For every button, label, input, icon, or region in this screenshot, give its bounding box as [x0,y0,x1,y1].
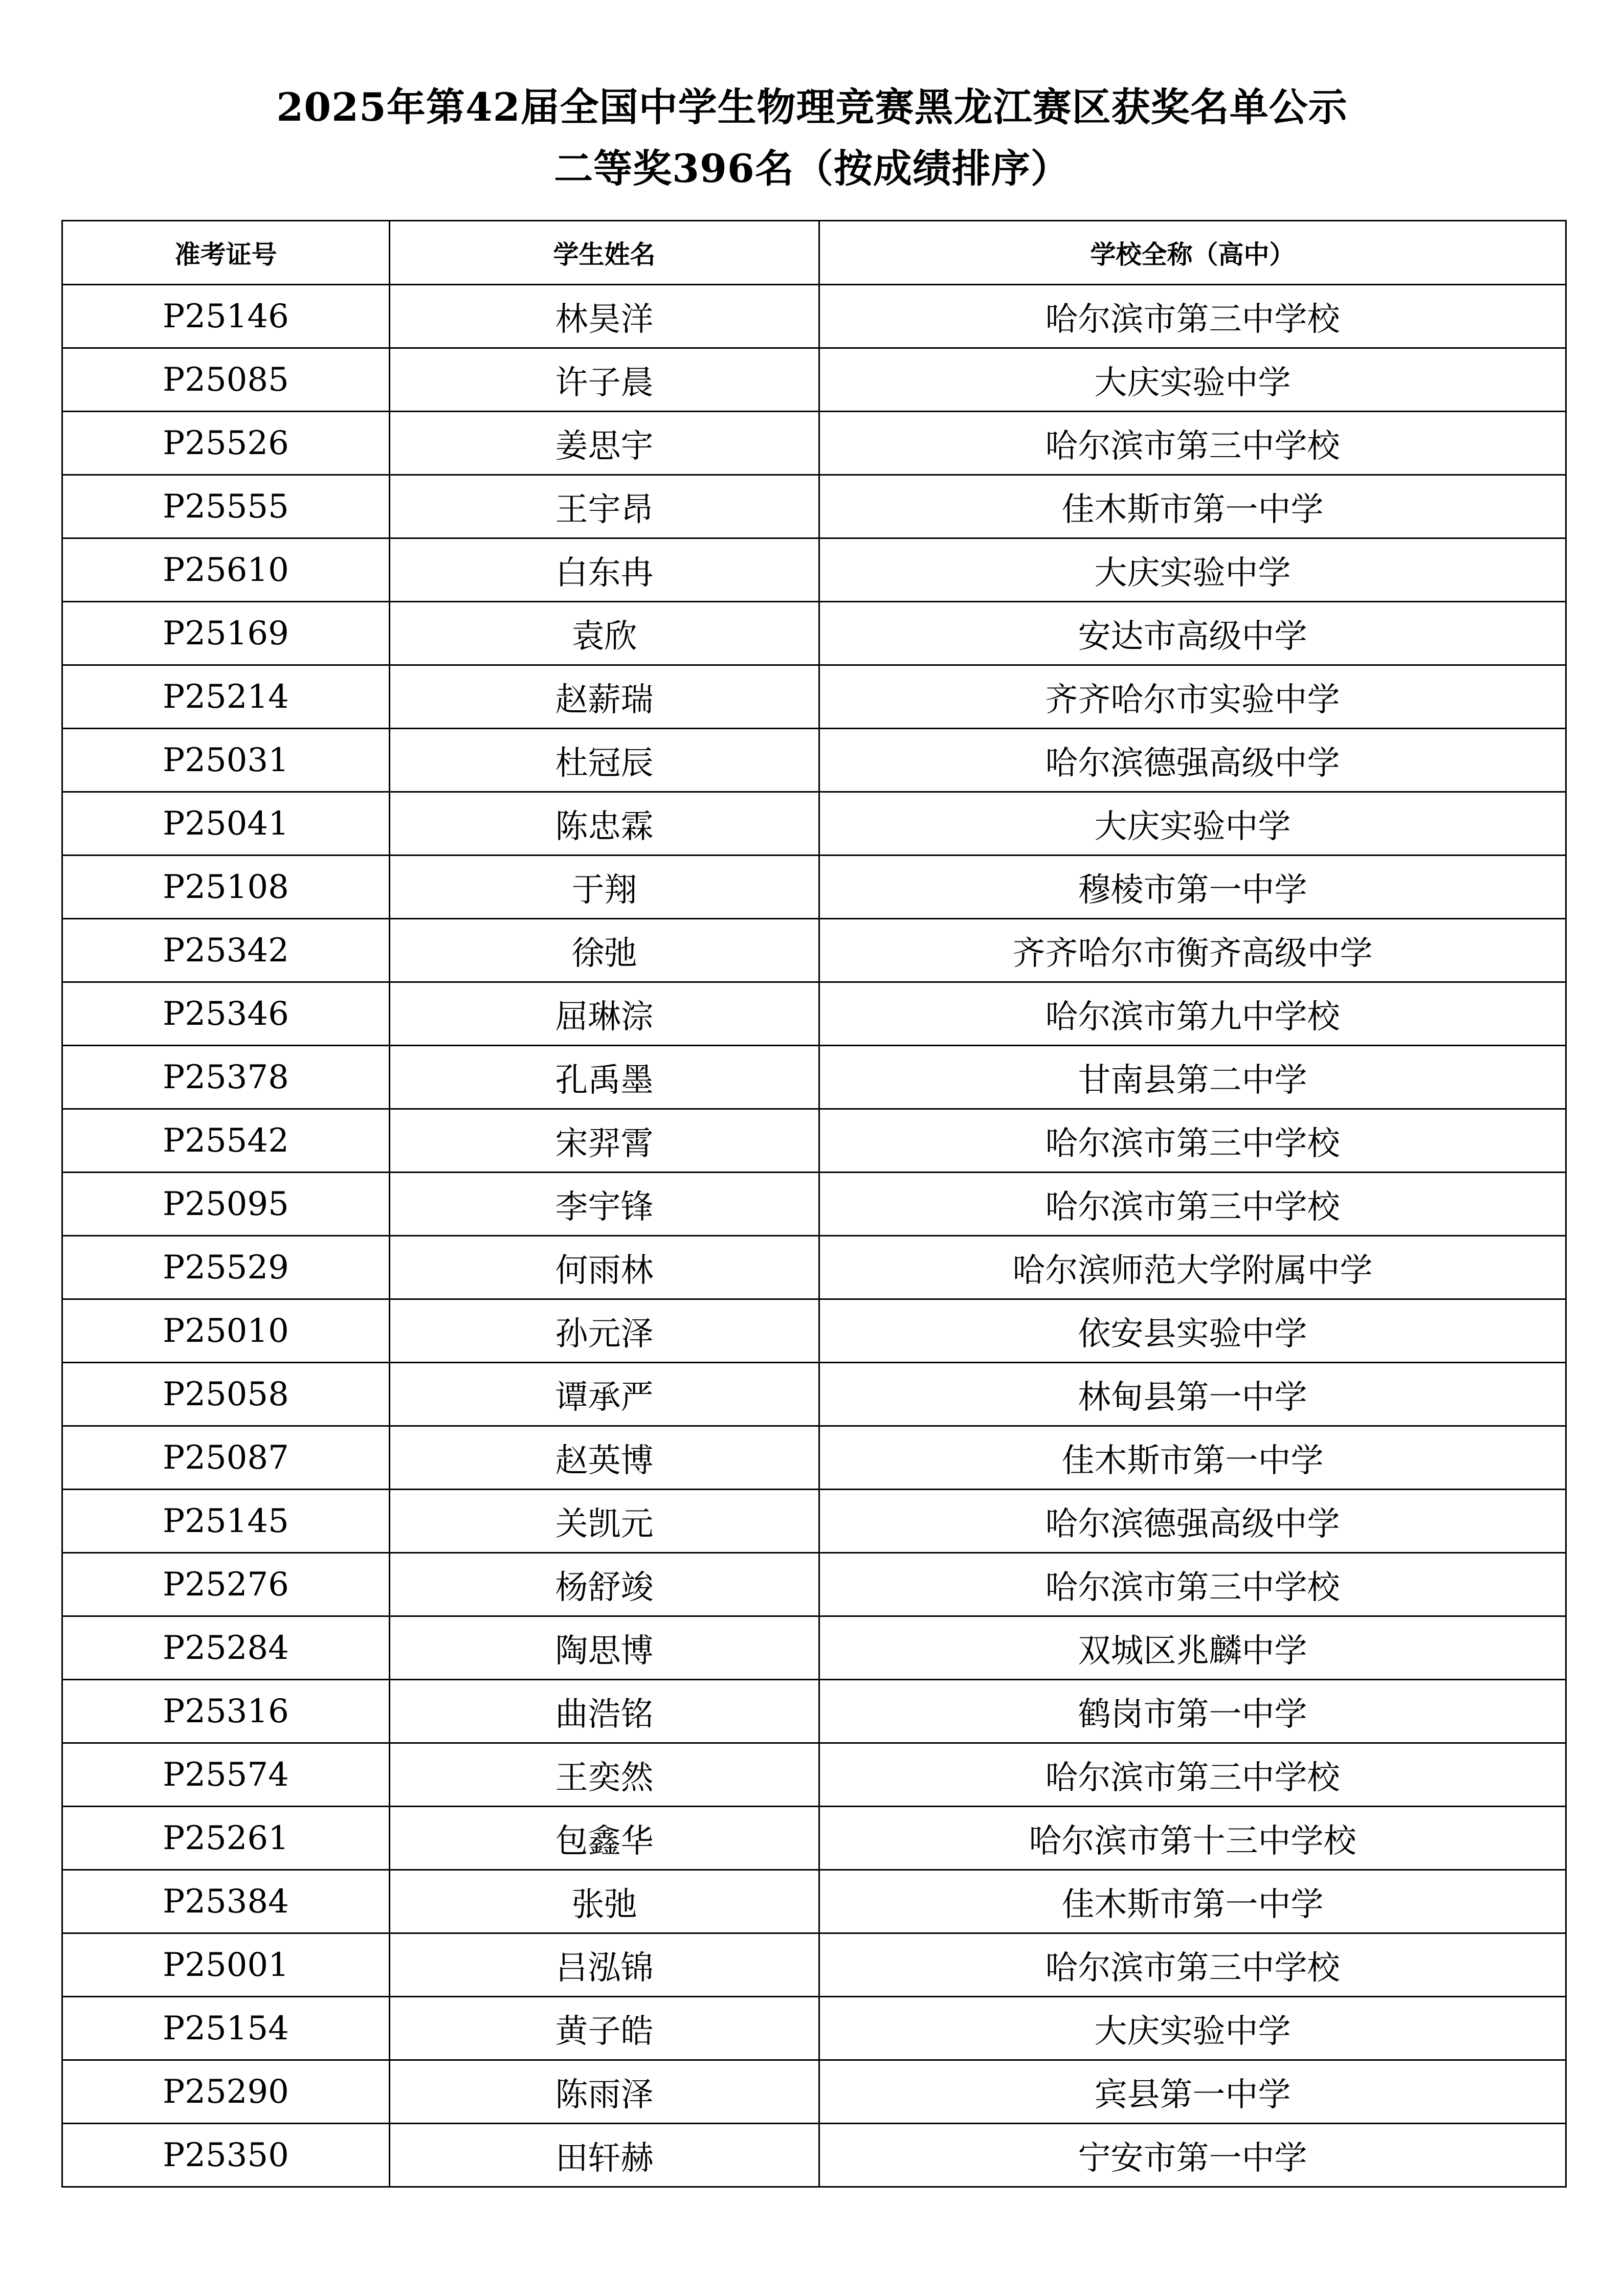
table-row [62,1680,1566,1743]
school-name-cell: 佳木斯市第一中学 [819,1426,1566,1490]
title-line-2: 二等奖396名（按成绩排序） [554,146,1070,191]
table-row [62,1997,1566,2060]
exam-id-cell: P25169 [62,602,390,665]
exam-id-cell: P25058 [62,1363,390,1426]
school-name-cell: 哈尔滨德强高级中学 [819,729,1566,792]
table-row [62,1236,1566,1299]
exam-id-cell: P25010 [62,1299,390,1363]
student-name-cell: 陈忠霖 [390,792,819,856]
student-name-cell: 赵英博 [390,1426,819,1490]
school-name-cell: 哈尔滨市第三中学校 [819,412,1566,475]
school-name-cell: 宁安市第一中学 [819,2124,1566,2187]
school-name-cell: 哈尔滨市第三中学校 [819,1743,1566,1807]
table-row [62,1173,1566,1236]
table-row [62,982,1566,1046]
school-name-cell: 大庆实验中学 [819,1997,1566,2060]
exam-id-cell: P25276 [62,1553,390,1616]
table-row [62,412,1566,475]
exam-id-cell: P25284 [62,1616,390,1680]
school-name-cell: 哈尔滨市第三中学校 [819,1109,1566,1173]
student-name-cell: 于翔 [390,856,819,919]
school-name-cell: 甘南县第二中学 [819,1046,1566,1109]
header-school-name: 学校全称（高中） [819,221,1566,285]
table-row [62,2060,1566,2124]
student-name-cell: 杨舒竣 [390,1553,819,1616]
exam-id-cell: P25610 [62,538,390,602]
student-name-cell: 陶思博 [390,1616,819,1680]
student-name-cell: 王奕然 [390,1743,819,1807]
exam-id-cell: P25087 [62,1426,390,1490]
student-name-cell: 杜冠辰 [390,729,819,792]
school-name-cell: 齐齐哈尔市衡齐高级中学 [819,919,1566,982]
school-name-cell: 哈尔滨市第三中学校 [819,1553,1566,1616]
table-row [62,1109,1566,1173]
table-row [62,1426,1566,1490]
table-row [62,1870,1566,1933]
table-row [62,1046,1566,1109]
exam-id-cell: P25154 [62,1997,390,2060]
student-name-cell: 许子晨 [390,348,819,412]
school-name-cell: 哈尔滨市第九中学校 [819,982,1566,1046]
header-student-name: 学生姓名 [390,221,819,285]
exam-id-cell: P25350 [62,2124,390,2187]
student-name-cell: 谭承严 [390,1363,819,1426]
exam-id-cell: P25145 [62,1490,390,1553]
student-name-cell: 王宇昂 [390,475,819,538]
school-name-cell: 大庆实验中学 [819,348,1566,412]
table-row [62,919,1566,982]
table-row [62,1616,1566,1680]
award-table [61,220,1567,2188]
table-row [62,1743,1566,1807]
school-name-cell: 大庆实验中学 [819,792,1566,856]
table-row [62,856,1566,919]
exam-id-cell: P25384 [62,1870,390,1933]
student-name-cell: 赵薪瑞 [390,665,819,729]
school-name-cell: 哈尔滨市第三中学校 [819,1173,1566,1236]
student-name-cell: 袁欣 [390,602,819,665]
student-name-cell: 白东冉 [390,538,819,602]
exam-id-cell: P25378 [62,1046,390,1109]
school-name-cell: 哈尔滨德强高级中学 [819,1490,1566,1553]
school-name-cell: 佳木斯市第一中学 [819,1870,1566,1933]
school-name-cell: 双城区兆麟中学 [819,1616,1566,1680]
table-row [62,538,1566,602]
student-name-cell: 张弛 [390,1870,819,1933]
exam-id-cell: P25555 [62,475,390,538]
exam-id-cell: P25108 [62,856,390,919]
exam-id-cell: P25095 [62,1173,390,1236]
table-row [62,1363,1566,1426]
table-row [62,1553,1566,1616]
exam-id-cell: P25290 [62,2060,390,2124]
exam-id-cell: P25041 [62,792,390,856]
student-name-cell: 宋羿霄 [390,1109,819,1173]
school-name-cell: 宾县第一中学 [819,2060,1566,2124]
student-name-cell: 徐弛 [390,919,819,982]
exam-id-cell: P25001 [62,1933,390,1997]
exam-id-cell: P25542 [62,1109,390,1173]
table-row [62,729,1566,792]
exam-id-cell: P25261 [62,1807,390,1870]
table-row [62,665,1566,729]
table-body [62,285,1566,2187]
exam-id-cell: P25031 [62,729,390,792]
student-name-cell: 田轩赫 [390,2124,819,2187]
school-name-cell: 哈尔滨市第三中学校 [819,285,1566,348]
school-name-cell: 鹤岗市第一中学 [819,1680,1566,1743]
exam-id-cell: P25085 [62,348,390,412]
school-name-cell: 安达市高级中学 [819,602,1566,665]
exam-id-cell: P25316 [62,1680,390,1743]
school-name-cell: 大庆实验中学 [819,538,1566,602]
student-name-cell: 孙元泽 [390,1299,819,1363]
school-name-cell: 齐齐哈尔市实验中学 [819,665,1566,729]
table-row [62,1933,1566,1997]
student-name-cell: 林昊洋 [390,285,819,348]
header-exam-id: 准考证号 [62,221,390,285]
student-name-cell: 包鑫华 [390,1807,819,1870]
student-name-cell: 曲浩铭 [390,1680,819,1743]
student-name-cell: 吕泓锦 [390,1933,819,1997]
title-line-1: 2025年第42届全国中学生物理竞赛黑龙江赛区获奖名单公示 [276,84,1348,130]
school-name-cell: 哈尔滨市第三中学校 [819,1933,1566,1997]
table-row [62,1299,1566,1363]
student-name-cell: 姜思宇 [390,412,819,475]
table-row [62,1490,1566,1553]
student-name-cell: 陈雨泽 [390,2060,819,2124]
table-header-row [62,221,1566,285]
table-row [62,348,1566,412]
table-row [62,285,1566,348]
table-row [62,1807,1566,1870]
school-name-cell: 哈尔滨市第十三中学校 [819,1807,1566,1870]
table-row [62,2124,1566,2187]
exam-id-cell: P25214 [62,665,390,729]
exam-id-cell: P25574 [62,1743,390,1807]
table-row [62,475,1566,538]
exam-id-cell: P25146 [62,285,390,348]
school-name-cell: 佳木斯市第一中学 [819,475,1566,538]
school-name-cell: 哈尔滨师范大学附属中学 [819,1236,1566,1299]
school-name-cell: 林甸县第一中学 [819,1363,1566,1426]
student-name-cell: 关凯元 [390,1490,819,1553]
school-name-cell: 穆棱市第一中学 [819,856,1566,919]
exam-id-cell: P25529 [62,1236,390,1299]
exam-id-cell: P25342 [62,919,390,982]
table-row [62,602,1566,665]
student-name-cell: 李宇锋 [390,1173,819,1236]
student-name-cell: 孔禹墨 [390,1046,819,1109]
exam-id-cell: P25346 [62,982,390,1046]
document-title [0,77,1624,199]
student-name-cell: 黄子皓 [390,1997,819,2060]
exam-id-cell: P25526 [62,412,390,475]
student-name-cell: 何雨林 [390,1236,819,1299]
table-row [62,792,1566,856]
school-name-cell: 依安县实验中学 [819,1299,1566,1363]
student-name-cell: 屈琳淙 [390,982,819,1046]
